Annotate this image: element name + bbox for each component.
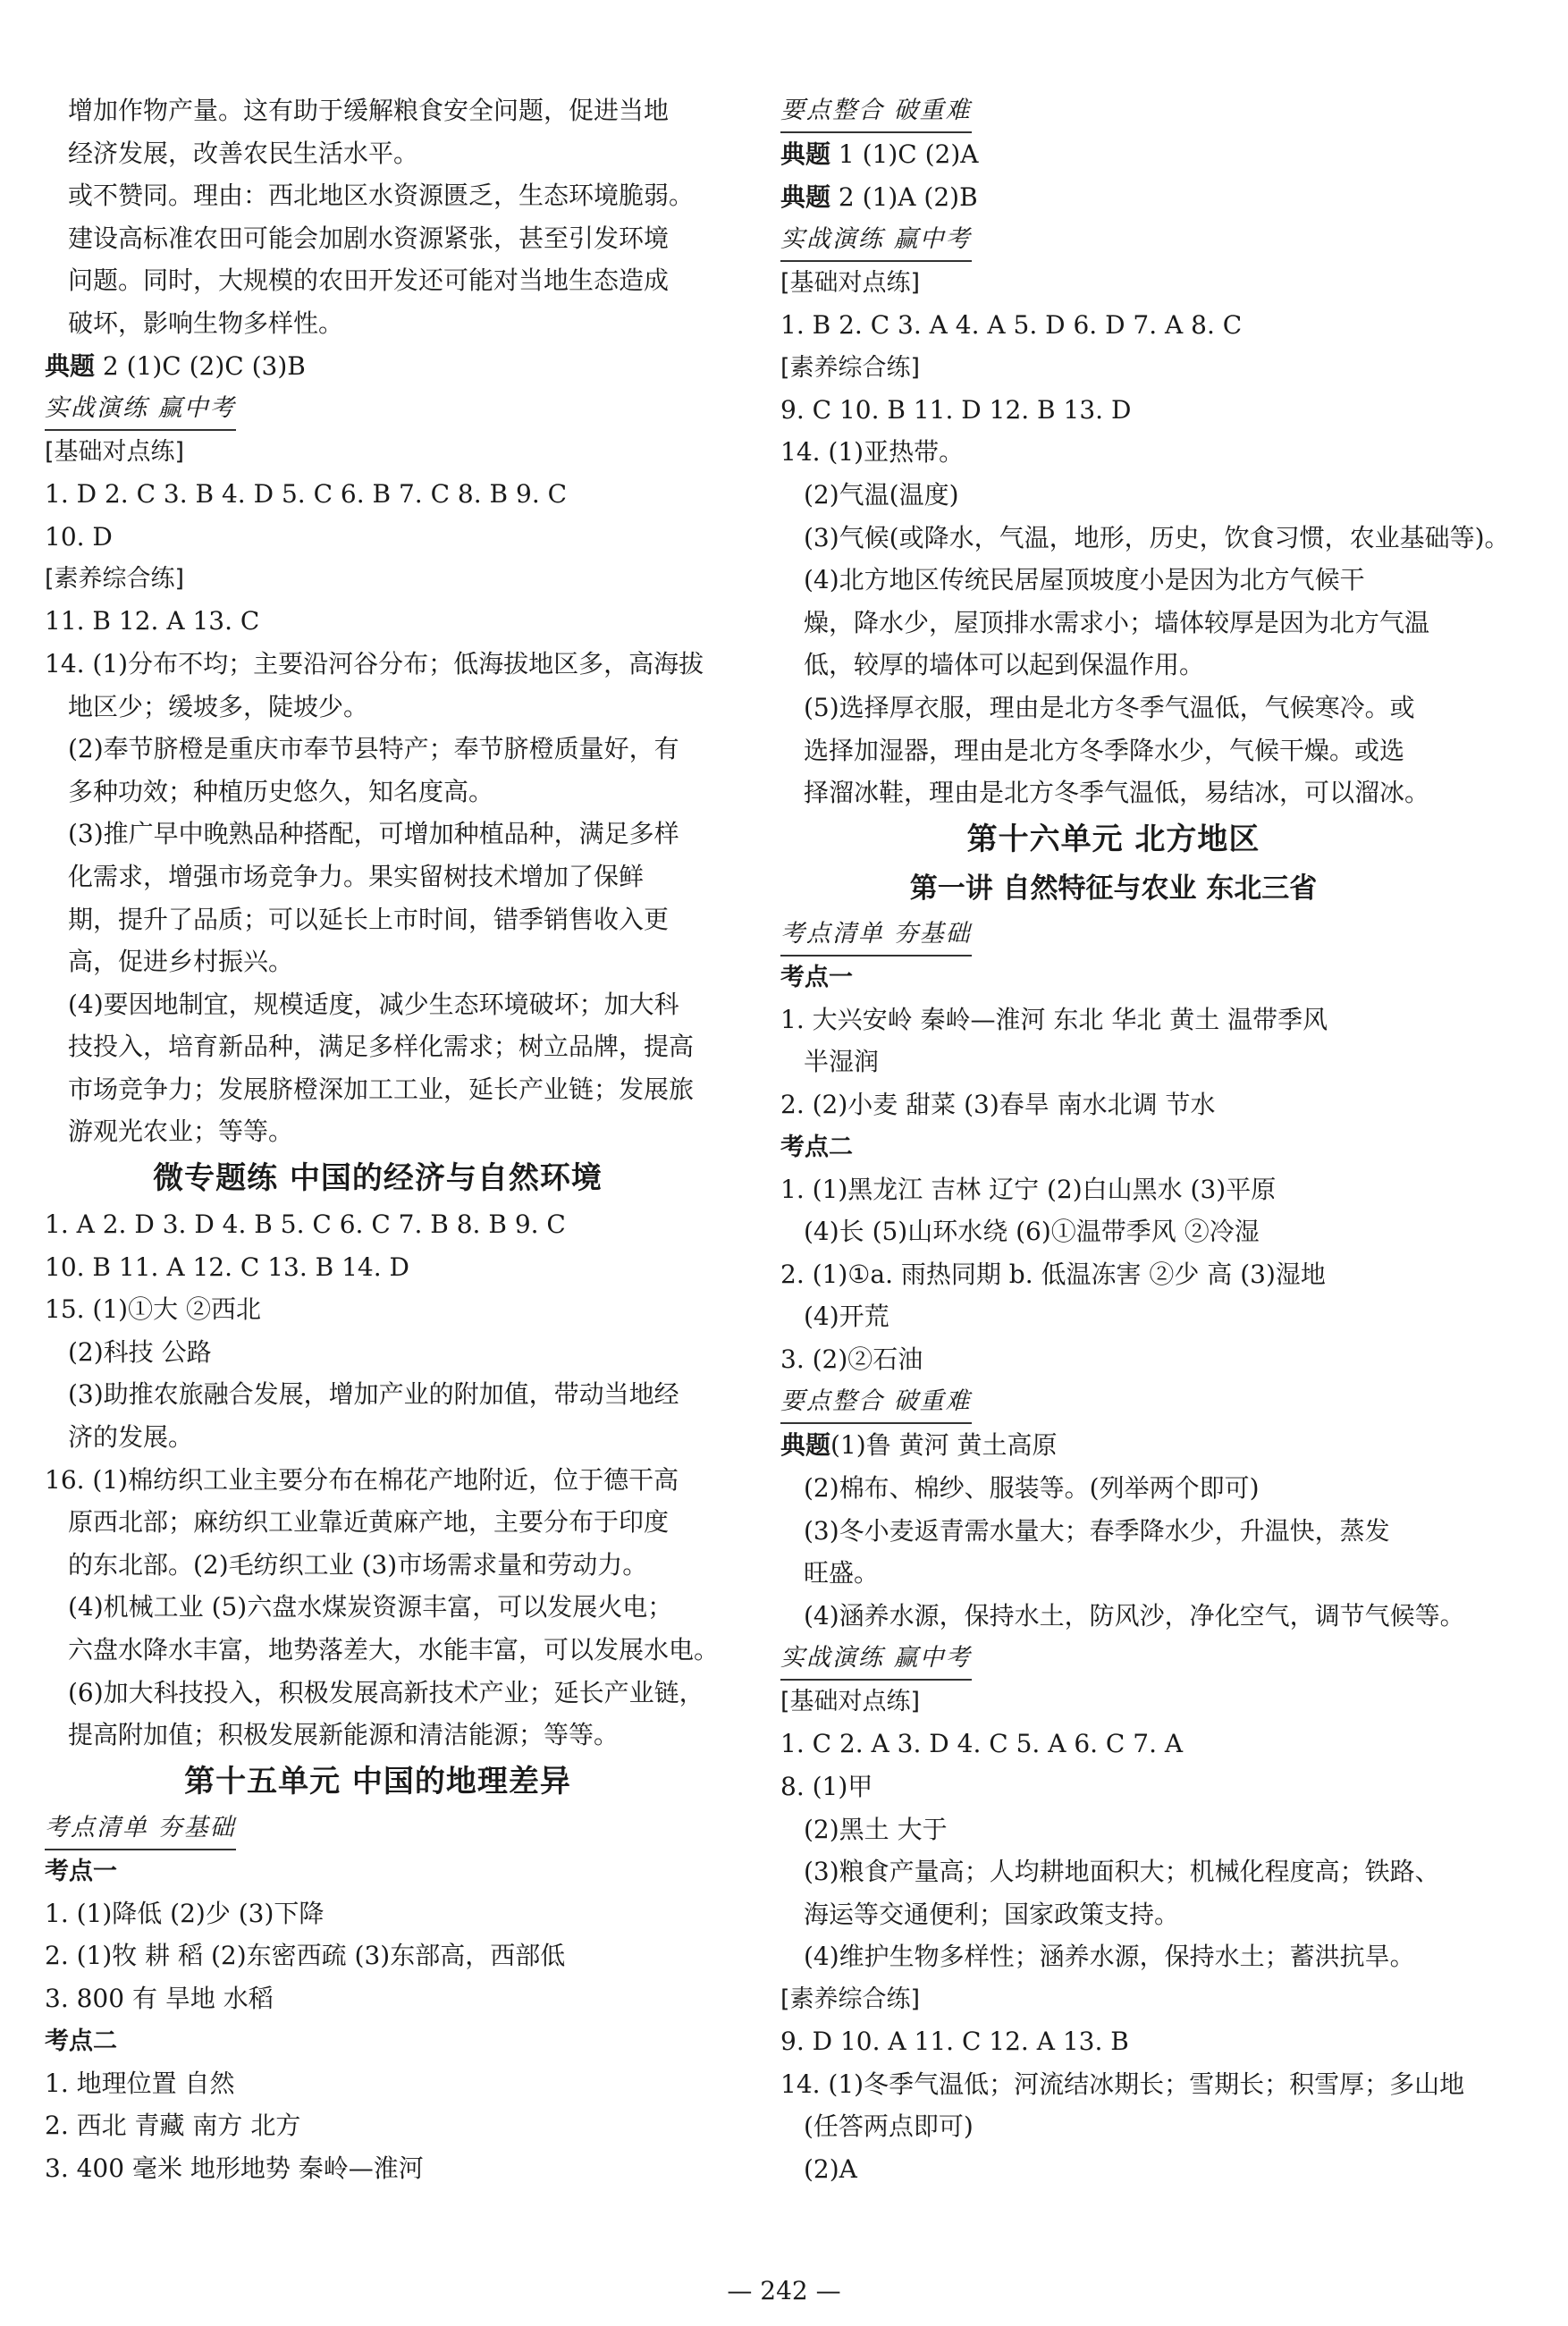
line-text: (3)粮食产量高；人均耕地面积大；机械化程度高；铁路、: [804, 1857, 1440, 1887]
answer-line: [45, 600, 711, 643]
line-text: 游观光农业；等等。: [68, 1117, 294, 1147]
answer-line: [45, 1586, 711, 1629]
line-text: 选择加湿器，理由是北方冬季降水少，气候干燥。或选: [804, 735, 1405, 765]
line-text: 考点一: [45, 1857, 117, 1885]
answer-line: [780, 771, 1446, 814]
line-text: 择溜冰鞋，理由是北方冬季气温低，易结冰，可以溜冰。: [804, 778, 1430, 808]
line-text: 11. B 12. A 13. C: [45, 606, 260, 636]
line-text: 济的发展。: [68, 1422, 194, 1453]
line-text: 2. (1)①a. 雨热同期 b. 低温冻害 ②少 高 (3)湿地: [780, 1259, 1326, 1289]
line-text: [素养综合练]: [45, 565, 185, 594]
line-text: 低，较厚的墙体可以起到保温作用。: [804, 650, 1205, 680]
line-text: 考点二: [45, 2027, 117, 2055]
answer-line: [780, 1723, 1446, 1766]
unit-title: [45, 1153, 711, 1203]
line-text: (6)加大科技投入，积极发展高新技术产业；延长产业链，: [68, 1677, 704, 1707]
answer-line: [45, 1934, 711, 1977]
answer-line: [780, 2063, 1465, 2106]
answer-line: [780, 1510, 1446, 1553]
line-text: (4)维护生物多样性；涵养水源，保持水土；蓄洪抗旱。: [804, 1942, 1415, 1972]
example-label: 典题: [45, 350, 96, 381]
answer-line: [45, 132, 711, 175]
line-text: 考点二: [780, 1133, 853, 1161]
answer-line: [45, 1629, 720, 1672]
answer-line: [45, 2104, 711, 2147]
exercise-group-label: [780, 262, 1446, 304]
answer-line: [780, 1766, 1446, 1808]
answer-line: [780, 133, 1446, 176]
line-text: (4)长 (5)山环水绕 (6)①温带季风 ②冷湿: [804, 1217, 1260, 1247]
line-text: 10. B 11. A 12. C 13. B 14. D: [45, 1251, 409, 1282]
answer-line: [780, 389, 1446, 432]
line-text: 16. (1)棉纺织工业主要分布在棉花产地附近，位于德干高: [45, 1464, 679, 1495]
answer-line: [45, 89, 711, 132]
line-text: [基础对点练]: [780, 269, 921, 298]
example-label: 典题: [780, 181, 831, 212]
line-text: 半湿润: [804, 1047, 880, 1077]
answer-line: [45, 302, 711, 345]
answer-line: [780, 1893, 1446, 1936]
answer-line: [780, 1210, 1446, 1253]
line-text: 1 (1)C (2)A: [830, 139, 979, 169]
exercise-group-label: [45, 558, 711, 600]
left-column: [45, 89, 720, 2189]
answer-line: [45, 1977, 711, 2020]
line-text: 高，促进乡村振兴。: [68, 947, 294, 977]
answer-line: [780, 517, 1510, 560]
answer-line: [45, 473, 711, 516]
line-text: (2)气温(温度): [804, 479, 959, 510]
band-label: 实战演练 赢中考: [45, 387, 236, 431]
band-label: 考点清单 夯基础: [780, 913, 972, 957]
line-text: (3)气候(或降水，气温，地形，历史，饮食习惯，农业基础等)。: [804, 522, 1510, 552]
line-text: 10. D: [45, 521, 113, 552]
line-text: 2. (1)牧 耕 稻 (2)东密西疏 (3)东部高，西部低: [45, 1941, 566, 1971]
answer-line: [45, 1068, 711, 1111]
answer-line: [45, 1331, 711, 1374]
line-text: (任答两点即可): [804, 2111, 974, 2142]
line-text: 2. 西北 青藏 南方 北方: [45, 2111, 301, 2141]
line-text: 1. D 2. C 3. B 4. D 5. C 6. B 7. C 8. B 9. C: [45, 479, 568, 510]
line-text: (4)机械工业 (5)六盘水煤炭资源丰富，可以发展火电；: [68, 1592, 673, 1622]
line-text: 9. D 10. A 11. C 12. A 13. B: [780, 2027, 1129, 2056]
answer-line: [45, 1110, 711, 1153]
exercise-group-label: [45, 431, 711, 473]
line-text: (4)涵养水源，保持水土，防风沙，净化空气，调节气候等。: [804, 1600, 1465, 1631]
unit-title: [780, 814, 1446, 864]
line-text: (2)黑土 大于: [804, 1814, 948, 1844]
line-text: 1. A 2. D 3. D 4. B 5. C 6. C 7. B 8. B 9. C: [45, 1209, 566, 1240]
answer-line: [45, 1288, 711, 1331]
answer-line: [780, 1552, 1446, 1595]
example-label: 典题: [780, 1430, 831, 1461]
answer-line: [45, 1246, 711, 1289]
key-point-heading: [45, 2020, 711, 2062]
answer-line: [780, 1595, 1465, 1638]
answer-line: [780, 431, 1446, 474]
line-text: 1. 地理位置 自然: [45, 2068, 235, 2098]
line-text: (2)A: [804, 2153, 857, 2184]
line-text: [基础对点练]: [780, 1688, 921, 1716]
line-text: 提高附加值；积极发展新能源和清洁能源；等等。: [68, 1720, 620, 1750]
line-text: 六盘水降水丰富，地势落差大，水能丰富，可以发展水电。: [68, 1635, 720, 1664]
answer-line: [780, 999, 1446, 1041]
answer-line: [45, 217, 711, 260]
answer-line: [45, 1373, 711, 1416]
answer-line: [45, 1544, 711, 1587]
answer-line: [45, 1203, 711, 1246]
answer-line: [45, 686, 711, 729]
answer-line: [780, 729, 1446, 772]
answer-line: [780, 1338, 1446, 1381]
answer-line: [45, 940, 711, 983]
line-text: 3. (2)②石油: [780, 1344, 923, 1374]
line-text: 技投入，培育新品种，满足多样化需求；树立品牌，提高: [68, 1032, 695, 1062]
answer-line: [45, 643, 711, 686]
exercise-group-label: [780, 1681, 1446, 1723]
line-text: 1. (1)黑龙江 吉林 辽宁 (2)白山黑水 (3)平原: [780, 1174, 1277, 1204]
band-label: 实战演练 赢中考: [780, 218, 972, 262]
line-text: (2)棉布、棉纱、服装等。(列举两个即可): [804, 1473, 1260, 1504]
answer-line: [45, 771, 711, 813]
answer-line: [45, 174, 711, 217]
answer-line: [45, 1892, 711, 1935]
right-column: [780, 89, 1510, 2190]
section-band-header: [780, 1380, 1446, 1424]
answer-line: [780, 1935, 1446, 1978]
line-text: (4)要因地制宜，规模适度，减少生态环境破坏；加大科: [68, 989, 679, 1019]
line-text: 地区少；缓坡多，陡坡少。: [68, 691, 369, 721]
line-text: 燥，降水少，屋顶排水需求小；墙体较厚是因为北方气温: [804, 607, 1430, 637]
key-point-heading: [780, 1126, 1446, 1168]
line-text: 1. 大兴安岭 秦岭—淮河 东北 华北 黄土 温带季风: [780, 1004, 1328, 1034]
line-text: 海运等交通便利；国家政策支持。: [804, 1899, 1180, 1929]
line-text: 破坏，影响生物多样性。: [68, 308, 344, 338]
answer-line: [45, 855, 711, 898]
line-text: 建设高标准农田可能会加剧水资源紧张，甚至引发环境: [68, 223, 670, 253]
answer-line: [780, 1467, 1446, 1510]
line-text: (4)开荒: [804, 1302, 889, 1332]
line-text: 多种功效；种植历史悠久，知名度高。: [68, 776, 494, 806]
section-band-header: [45, 1807, 711, 1850]
unit-title: [45, 1757, 711, 1807]
band-label: 要点整合 破重难: [780, 1380, 972, 1424]
answer-line: [45, 813, 711, 855]
answer-line: [780, 1253, 1446, 1296]
answer-line: [780, 2148, 1446, 2191]
line-text: 2 (1)C (2)C (3)B: [95, 350, 306, 381]
line-text: 化需求，增强市场竞争力。果实留树技术增加了保鲜: [68, 861, 645, 891]
line-text: 3. 400 毫米 地形地势 秦岭—淮河: [45, 2153, 424, 2183]
line-text: [素养综合练]: [780, 353, 921, 382]
line-text: 1. (1)降低 (2)少 (3)下降: [45, 1898, 325, 1928]
line-text: 2. (2)小麦 甜菜 (3)春旱 南水北调 节水: [780, 1089, 1216, 1119]
section-band-header: [780, 913, 1446, 957]
answer-line: [45, 345, 711, 388]
answer-line: [45, 1416, 711, 1459]
answer-line: [780, 1850, 1446, 1893]
exercise-group-label: [780, 1978, 1446, 2020]
answer-line: [45, 1459, 711, 1502]
line-text: 1. C 2. A 3. D 4. C 5. A 6. C 7. A: [780, 1729, 1184, 1759]
answer-line: [45, 1025, 711, 1068]
line-text: 9. C 10. B 11. D 12. B 13. D: [780, 394, 1132, 425]
line-text: [素养综合练]: [780, 1985, 921, 2013]
line-text: 问题。同时，大规模的农田开发还可能对当地生态造成: [68, 265, 670, 296]
answer-line: [45, 898, 711, 941]
section-band-header: [780, 89, 1446, 133]
answer-line: [45, 259, 711, 302]
line-text: 期，提升了品质；可以延长上市时间，错季销售收入更: [68, 904, 670, 934]
key-point-heading: [45, 1850, 711, 1892]
line-text: 或不赞同。理由：西北地区水资源匮乏，生态环境脆弱。: [68, 181, 695, 211]
answer-line: [780, 602, 1446, 645]
line-text: 第十六单元 北方地区: [966, 821, 1260, 857]
answer-line: [780, 304, 1446, 347]
answer-line: [45, 1672, 711, 1715]
line-text: 8. (1)甲: [780, 1772, 873, 1802]
answer-line: [780, 1295, 1446, 1338]
line-text: 第十五单元 中国的地理差异: [184, 1763, 571, 1799]
line-text: 14. (1)亚热带。: [780, 437, 965, 468]
line-text: (3)冬小麦返青需水量大；春季降水少，升温快，蒸发: [804, 1515, 1390, 1546]
line-text: 14. (1)分布不均；主要沿河谷分布；低海拔地区多，高海拔: [45, 648, 704, 678]
page-number: — 242 —: [727, 2276, 841, 2305]
line-text: 的东北部。(2)毛纺织工业 (3)市场需求量和劳动力。: [68, 1549, 648, 1580]
line-text: (2)科技 公路: [68, 1336, 212, 1367]
answer-line: [780, 176, 1446, 219]
line-text: 考点一: [780, 963, 853, 991]
line-text: (4)北方地区传统民居屋顶坡度小是因为北方气候干: [804, 565, 1365, 595]
line-text: (5)选择厚衣服，理由是北方冬季气温低，气候寒冷。或: [804, 692, 1415, 722]
line-text: 经济发展，改善农民生活水平。: [68, 138, 419, 168]
exercise-group-label: [780, 347, 1446, 389]
line-text: 2 (1)A (2)B: [830, 181, 978, 212]
line-text: (3)推广早中晚熟品种搭配，可增加种植品种，满足多样: [68, 819, 679, 849]
answer-line: [780, 1808, 1446, 1851]
section-band-header: [780, 218, 1446, 262]
line-text: (2)奉节脐橙是重庆市奉节县特产；奉节脐橙质量好，有: [68, 734, 679, 764]
line-text: 14. (1)冬季气温低；河流结冰期长；雪期长；积雪厚；多山地: [780, 2069, 1465, 2099]
line-text: [基础对点练]: [45, 438, 185, 467]
section-band-header: [780, 1637, 1446, 1681]
answer-line: [780, 1083, 1446, 1126]
answer-line: [45, 1714, 711, 1757]
answer-line: [780, 559, 1446, 602]
answer-line: [780, 1168, 1446, 1211]
key-point-heading: [780, 957, 1446, 999]
line-text: 增加作物产量。这有助于缓解粮食安全问题，促进当地: [68, 96, 670, 125]
line-text: 15. (1)①大 ②西北: [45, 1294, 261, 1325]
answer-line: [780, 474, 1446, 517]
answer-line: [780, 644, 1446, 687]
line-text: 第一讲 自然特征与农业 东北三省: [909, 872, 1318, 905]
answer-line: [45, 516, 711, 559]
answer-line: [780, 1424, 1446, 1467]
line-text: (3)助推农旅融合发展，增加产业的附加值，带动当地经: [68, 1379, 679, 1410]
answer-line: [780, 687, 1446, 729]
lesson-title: [780, 864, 1446, 913]
answer-line: [45, 728, 711, 771]
line-text: 1. B 2. C 3. A 4. A 5. D 6. D 7. A 8. C: [780, 310, 1243, 341]
band-label: 考点清单 夯基础: [45, 1807, 236, 1850]
answer-line: [45, 2147, 711, 2190]
answer-line: [45, 1501, 711, 1544]
answer-line: [780, 2105, 1446, 2148]
line-text: 3. 800 有 旱地 水稻: [45, 1983, 274, 2013]
band-label: 实战演练 赢中考: [780, 1637, 972, 1681]
line-text: 原西北部；麻纺织工业靠近黄麻产地，主要分布于印度: [68, 1507, 670, 1538]
answer-line: [780, 2020, 1446, 2063]
section-band-header: [45, 387, 711, 431]
answer-line: [45, 983, 711, 1026]
line-text: (1)鲁 黄河 黄土高原: [830, 1430, 1058, 1461]
line-text: 旺盛。: [804, 1558, 880, 1589]
line-text: 微专题练 中国的经济与自然环境: [153, 1160, 603, 1197]
example-label: 典题: [780, 139, 831, 169]
band-label: 要点整合 破重难: [780, 89, 972, 133]
answer-line: [45, 2062, 711, 2105]
answer-line: [780, 1041, 1446, 1083]
line-text: 市场竞争力；发展脐橙深加工工业，延长产业链；发展旅: [68, 1074, 695, 1104]
